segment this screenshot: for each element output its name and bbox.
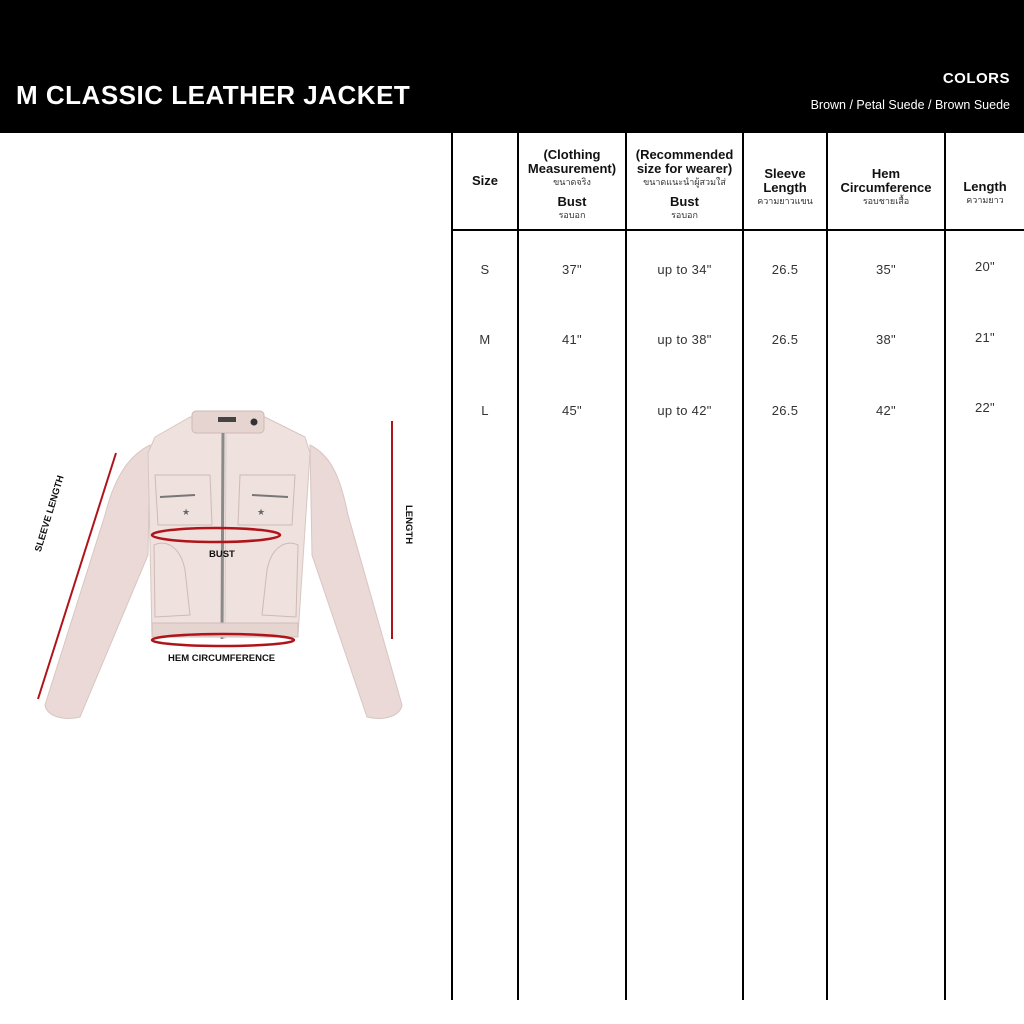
cell-length: 20" <box>975 259 995 274</box>
cell-sleeve: 26.5 <box>771 262 799 277</box>
svg-text:★: ★ <box>257 508 266 518</box>
header-bar <box>0 0 1024 133</box>
hem-circumference-label: HEM CIRCUMFERENCE <box>168 653 276 664</box>
cell-recommended: up to 42" <box>657 403 712 418</box>
length-label: LENGTH <box>403 505 414 545</box>
header-recommended-bust: (Recommended size for wearer) ขนาดแนะนำผู้สวมใส่ Bust รอบอก <box>635 146 734 220</box>
cell-hem: 42" <box>876 403 896 418</box>
colors-label: COLORS <box>942 70 1010 87</box>
colors-value: Brown / Petal Suede / Brown Suede <box>810 98 1010 112</box>
cell-size: S <box>480 262 490 277</box>
table-header-divider <box>452 229 1024 231</box>
jacket-illustration <box>30 405 450 735</box>
bust-label: BUST <box>209 549 235 560</box>
cell-hem: 35" <box>876 262 896 277</box>
svg-text:★: ★ <box>182 508 191 518</box>
cell-sleeve: 26.5 <box>771 332 799 347</box>
cell-bust: 37" <box>562 262 582 277</box>
header-hem-circumference: Hem Circumference รอบชายเสื้อ <box>840 166 932 206</box>
page-title: M CLASSIC LEATHER JACKET <box>16 80 411 110</box>
cell-hem: 38" <box>876 332 896 347</box>
cell-bust: 45" <box>562 403 582 418</box>
cell-size: M <box>479 332 491 347</box>
header-length: Length ความยาว <box>963 179 1007 205</box>
cell-recommended: up to 38" <box>657 332 712 347</box>
jacket-diagram <box>30 405 450 735</box>
cell-bust: 41" <box>562 332 582 347</box>
cell-length: 21" <box>975 330 995 345</box>
cell-length: 22" <box>975 400 995 415</box>
cell-size: L <box>481 403 489 418</box>
header-sleeve-length: Sleeve Length ความยาวแขน <box>757 166 813 206</box>
header-size: Size <box>471 173 498 188</box>
cell-sleeve: 26.5 <box>771 403 799 418</box>
sleeve-length-label: SLEEVE LENGTH <box>33 474 67 554</box>
cell-recommended: up to 34" <box>657 262 712 277</box>
header-clothing-bust: (Clothing Measurement) ขนาดจริง Bust รอบอก <box>527 146 617 220</box>
